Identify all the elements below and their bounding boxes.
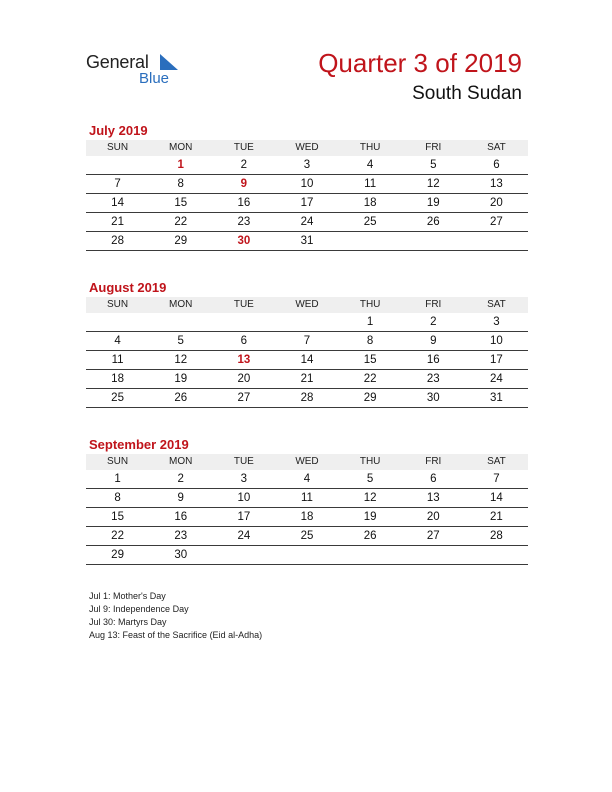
day-cell: 11 (86, 351, 149, 370)
empty-cell (149, 313, 212, 332)
day-cell: 7 (86, 175, 149, 194)
day-cell: 25 (339, 213, 402, 232)
empty-cell (212, 546, 275, 565)
day-cell: 7 (275, 332, 338, 351)
day-cell: 15 (86, 508, 149, 527)
calendar-grid (86, 454, 528, 565)
day-cell: 6 (465, 156, 528, 175)
weekday-header: WED (275, 297, 338, 313)
week-row (86, 470, 528, 489)
page-title: Quarter 3 of 2019 (318, 48, 522, 78)
empty-cell (402, 546, 465, 565)
day-cell: 14 (275, 351, 338, 370)
day-cell: 8 (149, 175, 212, 194)
empty-cell (402, 232, 465, 251)
weekday-header: SUN (86, 454, 149, 470)
day-cell: 17 (465, 351, 528, 370)
week-row (86, 194, 528, 213)
day-cell: 13 (212, 351, 275, 370)
day-cell: 23 (149, 527, 212, 546)
day-cell: 21 (86, 213, 149, 232)
day-cell: 18 (339, 194, 402, 213)
day-cell: 28 (86, 232, 149, 251)
empty-cell (339, 546, 402, 565)
day-cell: 31 (465, 389, 528, 408)
day-cell: 6 (402, 470, 465, 489)
day-cell: 24 (212, 527, 275, 546)
empty-cell (86, 313, 149, 332)
day-cell: 27 (402, 527, 465, 546)
day-cell: 17 (275, 194, 338, 213)
weekday-header: THU (339, 297, 402, 313)
day-cell: 6 (212, 332, 275, 351)
day-cell: 25 (86, 389, 149, 408)
day-cell: 1 (149, 156, 212, 175)
day-cell: 20 (212, 370, 275, 389)
day-cell: 15 (339, 351, 402, 370)
day-cell: 19 (339, 508, 402, 527)
day-cell: 10 (275, 175, 338, 194)
day-cell: 22 (86, 527, 149, 546)
day-cell: 29 (339, 389, 402, 408)
day-cell: 17 (212, 508, 275, 527)
week-row (86, 213, 528, 232)
day-cell: 26 (339, 527, 402, 546)
day-cell: 21 (465, 508, 528, 527)
day-cell: 14 (465, 489, 528, 508)
day-cell: 30 (149, 546, 212, 565)
weekday-header: MON (149, 454, 212, 470)
day-cell: 7 (465, 470, 528, 489)
week-row (86, 546, 528, 565)
empty-cell (339, 232, 402, 251)
day-cell: 23 (402, 370, 465, 389)
day-cell: 30 (212, 232, 275, 251)
weekday-header: SAT (465, 454, 528, 470)
day-cell: 23 (212, 213, 275, 232)
day-cell: 16 (212, 194, 275, 213)
day-cell: 3 (465, 313, 528, 332)
holiday-note: Aug 13: Feast of the Sacrifice (Eid al-Adha) (89, 630, 263, 640)
day-cell: 29 (86, 546, 149, 565)
day-cell: 10 (465, 332, 528, 351)
weekday-header-row (86, 454, 528, 470)
weekday-header: SAT (465, 297, 528, 313)
day-cell: 8 (86, 489, 149, 508)
empty-cell (275, 313, 338, 332)
weekday-header: MON (149, 297, 212, 313)
day-cell: 21 (275, 370, 338, 389)
weekday-header: SUN (86, 140, 149, 156)
day-cell: 2 (212, 156, 275, 175)
day-cell: 26 (149, 389, 212, 408)
day-cell: 19 (149, 370, 212, 389)
empty-cell (212, 313, 275, 332)
day-cell: 28 (275, 389, 338, 408)
weekday-header: THU (339, 140, 402, 156)
day-cell: 31 (275, 232, 338, 251)
week-row (86, 332, 528, 351)
day-cell: 25 (275, 527, 338, 546)
weekday-header: SAT (465, 140, 528, 156)
day-cell: 29 (149, 232, 212, 251)
day-cell: 5 (149, 332, 212, 351)
weekday-header: SUN (86, 297, 149, 313)
generalblue-logo (86, 50, 196, 90)
week-row (86, 232, 528, 251)
day-cell: 20 (465, 194, 528, 213)
day-cell: 3 (275, 156, 338, 175)
holiday-list (89, 590, 262, 642)
day-cell: 12 (402, 175, 465, 194)
day-cell: 27 (465, 213, 528, 232)
month-title: September 2019 (89, 437, 189, 452)
day-cell: 15 (149, 194, 212, 213)
day-cell: 13 (402, 489, 465, 508)
day-cell: 22 (339, 370, 402, 389)
week-row (86, 489, 528, 508)
day-cell: 5 (339, 470, 402, 489)
empty-cell (275, 546, 338, 565)
month-block-september (86, 436, 528, 565)
country-name: South Sudan (412, 83, 522, 104)
day-cell: 11 (339, 175, 402, 194)
holiday-note: Jul 9: Independence Day (89, 604, 189, 614)
holiday-note: Jul 30: Martyrs Day (89, 617, 167, 627)
month-block-july (86, 122, 528, 251)
day-cell: 27 (212, 389, 275, 408)
day-cell: 2 (149, 470, 212, 489)
day-cell: 9 (212, 175, 275, 194)
day-cell: 14 (86, 194, 149, 213)
day-cell: 5 (402, 156, 465, 175)
day-cell: 1 (339, 313, 402, 332)
day-cell: 11 (275, 489, 338, 508)
day-cell: 22 (149, 213, 212, 232)
day-cell: 4 (86, 332, 149, 351)
day-cell: 10 (212, 489, 275, 508)
day-cell: 13 (465, 175, 528, 194)
day-cell: 9 (402, 332, 465, 351)
empty-cell (465, 546, 528, 565)
day-cell: 16 (402, 351, 465, 370)
weekday-header: FRI (402, 454, 465, 470)
day-cell: 16 (149, 508, 212, 527)
day-cell: 30 (402, 389, 465, 408)
month-block-august (86, 279, 528, 408)
day-cell: 4 (339, 156, 402, 175)
week-row (86, 175, 528, 194)
weekday-header-row (86, 140, 528, 156)
logo-word-blue: Blue (139, 70, 170, 87)
day-cell: 18 (86, 370, 149, 389)
weekday-header: TUE (212, 140, 275, 156)
holiday-note: Jul 1: Mother's Day (89, 591, 166, 601)
week-row (86, 313, 528, 332)
calendar-grid (86, 297, 528, 408)
week-row (86, 156, 528, 175)
weekday-header: FRI (402, 297, 465, 313)
weekday-header: MON (149, 140, 212, 156)
week-row (86, 508, 528, 527)
day-cell: 9 (149, 489, 212, 508)
calendar-grid (86, 140, 528, 251)
weekday-header: THU (339, 454, 402, 470)
day-cell: 1 (86, 470, 149, 489)
day-cell: 4 (275, 470, 338, 489)
day-cell: 12 (149, 351, 212, 370)
logo-word-general: General (86, 52, 149, 72)
day-cell: 28 (465, 527, 528, 546)
weekday-header: TUE (212, 454, 275, 470)
month-title: August 2019 (89, 280, 167, 295)
month-title: July 2019 (89, 123, 148, 138)
week-row (86, 527, 528, 546)
week-row (86, 370, 528, 389)
day-cell: 19 (402, 194, 465, 213)
weekday-header: WED (275, 140, 338, 156)
day-cell: 3 (212, 470, 275, 489)
weekday-header: FRI (402, 140, 465, 156)
day-cell: 26 (402, 213, 465, 232)
day-cell: 24 (465, 370, 528, 389)
day-cell: 8 (339, 332, 402, 351)
day-cell: 12 (339, 489, 402, 508)
weekday-header: TUE (212, 297, 275, 313)
weekday-header-row (86, 297, 528, 313)
day-cell: 2 (402, 313, 465, 332)
week-row (86, 351, 528, 370)
weekday-header: WED (275, 454, 338, 470)
empty-cell (86, 156, 149, 175)
day-cell: 24 (275, 213, 338, 232)
day-cell: 18 (275, 508, 338, 527)
day-cell: 20 (402, 508, 465, 527)
week-row (86, 389, 528, 408)
empty-cell (465, 232, 528, 251)
